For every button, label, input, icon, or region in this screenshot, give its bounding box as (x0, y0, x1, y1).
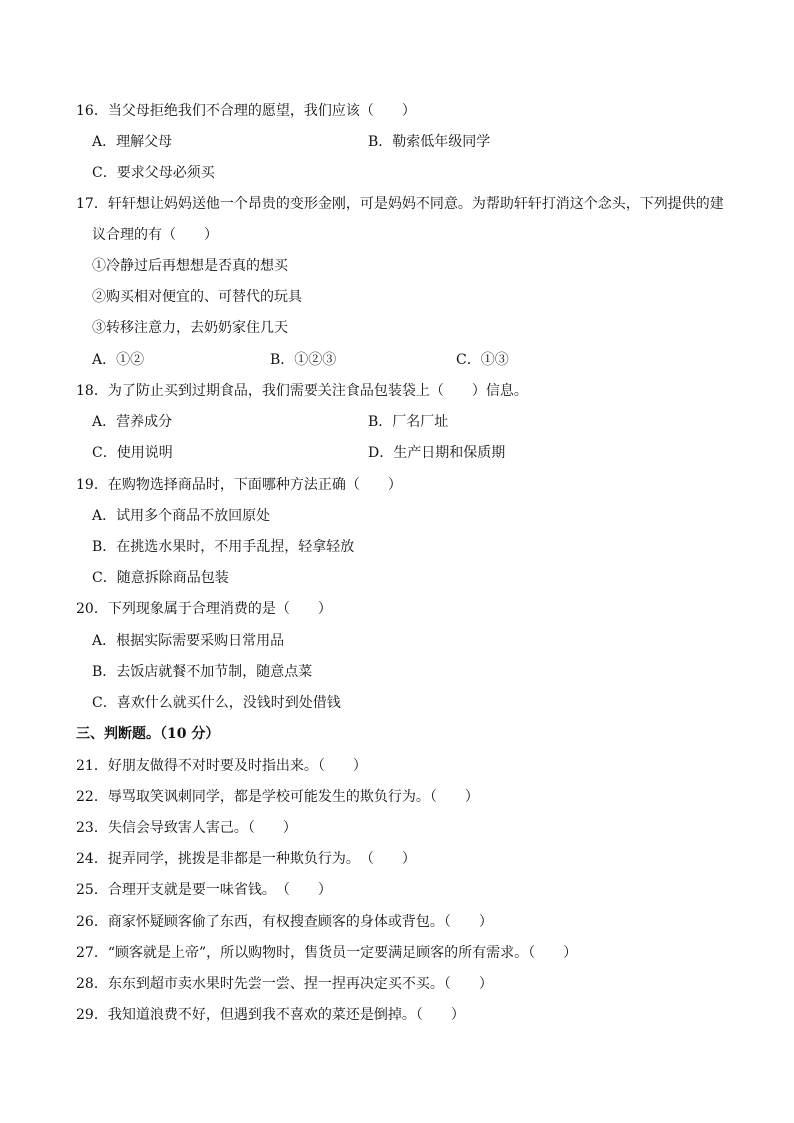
question-19-option-b: B．在挑选水果时，不用手乱捏，轻拿轻放 (92, 539, 355, 555)
question-16-stem: 16．当父母拒绝我们不合理的愿望，我们应该（ ） (76, 103, 416, 119)
question-19-stem: 19．在购物选择商品时，下面哪种方法正确（ ） (76, 477, 402, 493)
question-28: 28．东东到超市卖水果时先尝一尝、捏一捏再决定买不买。（ ） (76, 976, 493, 992)
question-17-statement-3: ③转移注意力，去奶奶家住几天 (92, 320, 288, 336)
question-20-option-a: A．根据实际需要采购日常用品 (92, 633, 285, 649)
question-20-stem: 20．下列现象属于合理消费的是（ ） (76, 601, 332, 617)
question-17-stem-line2: 议合理的有（ ） (92, 227, 218, 243)
question-18-stem: 18．为了防止买到过期食品，我们需要关注食品包装袋上（ ）信息。 (76, 383, 528, 399)
question-18-option-d: D．生产日期和保质期 (368, 445, 506, 461)
question-17-option-c: C．①③ (456, 352, 509, 368)
question-29: 29．我知道浪费不好，但遇到我不喜欢的菜还是倒掉。（ ） (76, 1007, 465, 1023)
question-16-option-b: B．勒索低年级同学 (368, 134, 491, 150)
question-18-option-c: C．使用说明 (92, 445, 173, 461)
question-20-option-c: C．喜欢什么就买什么，没钱时到处借钱 (92, 695, 341, 711)
question-18-option-b: B．厂名厂址 (368, 414, 449, 430)
question-27: 27．“顾客就是上帝”，所以购物时，售货员一定要满足顾客的所有需求。（ ） (76, 945, 578, 961)
question-16-option-c: C．要求父母必须买 (92, 165, 215, 181)
question-17-stem-line1: 17．轩轩想让妈妈送他一个昂贵的变形金刚，可是妈妈不同意。为帮助轩轩打消这个念头，下列提供的建 (76, 196, 724, 212)
question-16-option-a: A．理解父母 (92, 134, 173, 150)
question-19-option-a: A．试用多个商品不放回原处 (92, 508, 271, 524)
question-17-statement-1: ①冷静过后再想想是否真的想买 (92, 258, 288, 274)
question-17-option-b: B．①②③ (270, 352, 337, 368)
question-17-statement-2: ②购买相对便宜的、可替代的玩具 (92, 289, 302, 305)
question-18-option-a: A．营养成分 (92, 414, 173, 430)
question-24: 24．捉弄同学，挑拨是非都是一种欺负行为。 （ ） (76, 851, 416, 867)
section-3-title: 三、判断题。（10 分） (76, 726, 220, 742)
question-23: 23．失信会导致害人害己。（ ） (76, 820, 297, 836)
question-17-option-a: A．①② (92, 352, 145, 368)
question-25: 25．合理开支就是要一味省钱。 （ ） (76, 882, 332, 898)
question-22: 22．辱骂取笑讽刺同学，都是学校可能发生的欺负行为。（ ） (76, 789, 479, 805)
question-26: 26．商家怀疑顾客偷了东西，有权搜查顾客的身体或背包。（ ） (76, 914, 493, 930)
question-21: 21．好朋友做得不对时要及时指出来。（ ） (76, 758, 367, 774)
question-19-option-c: C．随意拆除商品包装 (92, 570, 229, 586)
question-20-option-b: B．去饭店就餐不加节制，随意点菜 (92, 664, 313, 680)
